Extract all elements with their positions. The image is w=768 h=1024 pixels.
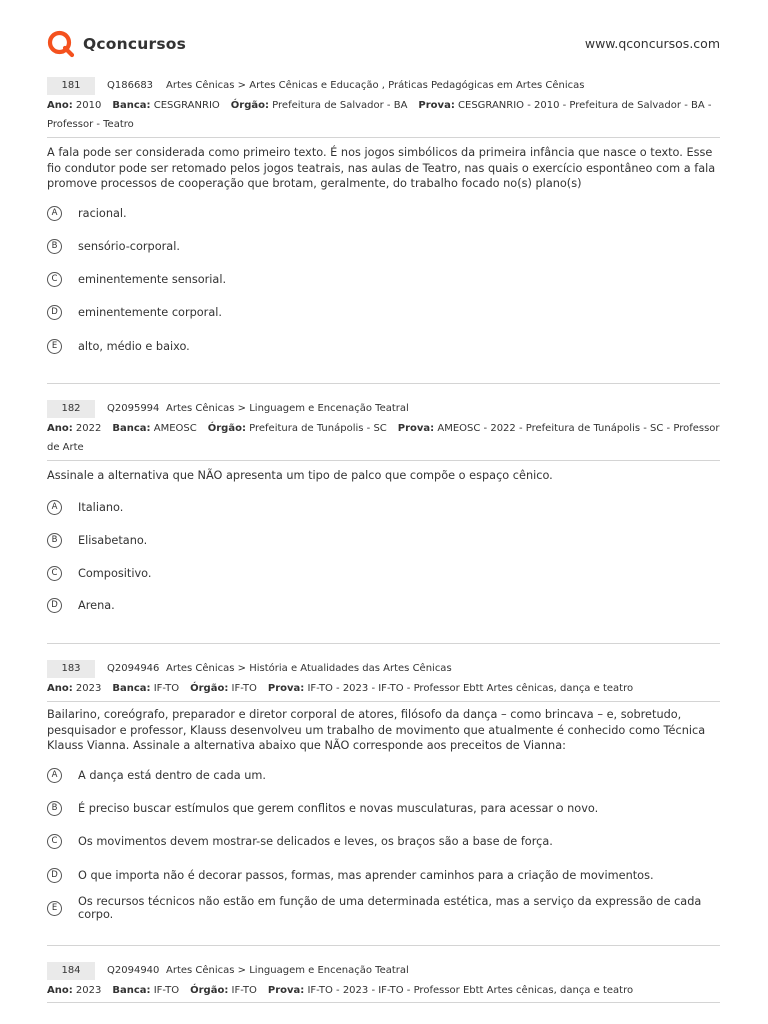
question-id-link[interactable]: Q186683 <box>107 80 154 91</box>
option-text: racional. <box>78 206 127 220</box>
ano-value: 2022 <box>75 423 102 434</box>
question-statement: Assinale a alternativa que NÃO apresenta um tipo de palco que compõe o espaço cênico. <box>47 469 553 482</box>
option-d[interactable] <box>47 596 720 614</box>
question-statement: Bailarino, coreógrafo, preparador e diretor corporal de atores, filósofo da dança – como brincava – e, sobretudo, pesquisador e professor, Klauss desenvolveu um trabalho de movimento que atualmente é conhecido como Técnica Klauss Vianna. Assinale a alternativa abaixo que NÃO corresponde aos preceitos de Vianna: <box>47 708 706 752</box>
option-letter: D <box>47 868 62 883</box>
option-letter: D <box>47 598 62 613</box>
option-c[interactable] <box>47 832 720 850</box>
prova-value: AMEOSC - 2022 - Prefeitura de Tunápolis - SC - Professor de Arte <box>47 423 720 453</box>
page-header <box>47 28 720 62</box>
orgao-label: Órgão: <box>190 985 229 996</box>
question-info <box>47 680 720 699</box>
option-letter: B <box>47 239 62 254</box>
banca-value: IF-TO <box>153 683 180 694</box>
option-text: É preciso buscar estímulos que gerem conflitos e novas musculaturas, para acessar o novo. <box>78 801 599 815</box>
option-letter: C <box>47 566 62 581</box>
orgao-value: Prefeitura de Salvador - BA <box>272 100 408 111</box>
option-letter: E <box>47 339 62 354</box>
option-d[interactable] <box>47 303 720 321</box>
orgao-label: Órgão: <box>230 100 269 111</box>
prova-value: IF-TO - 2023 - IF-TO - Professor Ebtt Artes cênicas, dança e teatro <box>307 683 634 694</box>
ano-value: 2023 <box>75 985 102 996</box>
ano-label: Ano: <box>47 683 73 694</box>
option-text: eminentemente sensorial. <box>78 272 227 286</box>
prova-label: Prova: <box>418 100 455 111</box>
banca-label: Banca: <box>112 683 151 694</box>
question-id-link[interactable]: Q2095994 <box>107 403 160 414</box>
option-letter: B <box>47 801 62 816</box>
option-text: Os recursos técnicos não estão em função de uma determinada estética, mas a serviço da expressão de cada corpo. <box>78 895 702 921</box>
question-number: 184 <box>47 962 95 980</box>
question-info <box>47 97 720 134</box>
banca-value: CESGRANRIO <box>153 100 220 111</box>
site-url-link[interactable]: www.qconcursos.com <box>584 36 720 51</box>
option-letter: C <box>47 834 62 849</box>
prova-value: CESGRANRIO - 2010 - Prefeitura de Salvador - BA - Professor - Teatro <box>47 100 712 130</box>
option-text: A dança está dentro de cada um. <box>78 768 266 782</box>
question-id-link[interactable]: Q2094946 <box>107 663 160 674</box>
question-category: Artes Cênicas > História e Atualidades das Artes Cênicas <box>166 663 452 674</box>
banca-label: Banca: <box>112 985 151 996</box>
question-meta <box>47 962 720 1001</box>
option-letter: D <box>47 305 62 320</box>
option-b[interactable] <box>47 237 720 255</box>
divider <box>47 137 720 138</box>
divider <box>47 460 720 461</box>
question-meta <box>47 400 720 457</box>
option-a[interactable] <box>47 766 720 784</box>
question-number: 182 <box>47 400 95 418</box>
option-letter: E <box>47 901 62 916</box>
question-divider <box>47 643 720 644</box>
orgao-value: Prefeitura de Tunápolis - SC <box>249 423 387 434</box>
question-meta <box>47 660 720 699</box>
question-divider <box>47 383 720 384</box>
option-c[interactable] <box>47 564 720 582</box>
option-text: Italiano. <box>78 500 124 514</box>
option-b[interactable] <box>47 799 720 817</box>
option-letter: C <box>47 272 62 287</box>
question-info <box>47 982 720 1001</box>
banca-label: Banca: <box>112 100 151 111</box>
option-letter: B <box>47 533 62 548</box>
option-text: Os movimentos devem mostrar-se delicados e leves, os braços são a base de força. <box>78 834 553 848</box>
option-d[interactable] <box>47 866 720 884</box>
qconcursos-logo-icon <box>47 30 75 58</box>
option-letter: A <box>47 500 62 515</box>
question-category: Artes Cênicas > Linguagem e Encenação Teatral <box>166 965 409 976</box>
prova-label: Prova: <box>267 683 305 694</box>
question-category: Artes Cênicas > Artes Cênicas e Educação , Práticas Pedagógicas em Artes Cênicas <box>166 80 585 91</box>
option-text: alto, médio e baixo. <box>78 339 190 353</box>
option-e[interactable] <box>47 337 720 355</box>
orgao-label: Órgão: <box>207 423 246 434</box>
question-number: 181 <box>47 77 95 95</box>
option-text: Elisabetano. <box>78 533 148 547</box>
ano-label: Ano: <box>47 100 73 111</box>
ano-label: Ano: <box>47 423 73 434</box>
prova-value: IF-TO - 2023 - IF-TO - Professor Ebtt Artes cênicas, dança e teatro <box>307 985 634 996</box>
banca-value: IF-TO <box>153 985 180 996</box>
brand-logo[interactable] <box>47 30 186 58</box>
orgao-value: IF-TO <box>231 985 257 996</box>
ano-label: Ano: <box>47 985 73 996</box>
divider <box>47 1002 720 1003</box>
option-text: sensório-corporal. <box>78 239 180 253</box>
question-statement: A fala pode ser considerada como primeiro texto. É nos jogos simbólicos da primeira infância que nasce o texto. Esse fio condutor pode ser retomado pelos jogos teatrais, nas aulas de Teatro, nas quais o exercício espontâneo com a fala promove processos de cooperação que brotam, geralmente, do trabalho focado no(s) plano(s) <box>47 146 716 190</box>
orgao-value: IF-TO <box>231 683 257 694</box>
option-b[interactable] <box>47 531 720 549</box>
question-meta <box>47 77 720 134</box>
option-text: Arena. <box>78 598 115 612</box>
option-a[interactable] <box>47 498 720 516</box>
ano-value: 2010 <box>75 100 102 111</box>
prova-label: Prova: <box>397 423 435 434</box>
prova-label: Prova: <box>267 985 305 996</box>
question-id-link[interactable]: Q2094940 <box>107 965 160 976</box>
option-text: eminentemente corporal. <box>78 305 222 319</box>
divider <box>47 701 720 702</box>
question-divider <box>47 945 720 946</box>
option-letter: A <box>47 206 62 221</box>
question-category: Artes Cênicas > Linguagem e Encenação Teatral <box>166 403 409 414</box>
question-info <box>47 420 720 457</box>
brand-name: Qconcursos <box>83 35 187 53</box>
option-text: O que importa não é decorar passos, formas, mas aprender caminhos para a criação de movimentos. <box>78 868 654 882</box>
banca-label: Banca: <box>112 423 151 434</box>
question-number: 183 <box>47 660 95 678</box>
option-c[interactable] <box>47 270 720 288</box>
ano-value: 2023 <box>75 683 102 694</box>
option-a[interactable] <box>47 204 720 222</box>
option-letter: A <box>47 768 62 783</box>
banca-value: AMEOSC <box>153 423 197 434</box>
orgao-label: Órgão: <box>190 683 229 694</box>
option-e[interactable] <box>47 895 720 921</box>
option-text: Compositivo. <box>78 566 152 580</box>
